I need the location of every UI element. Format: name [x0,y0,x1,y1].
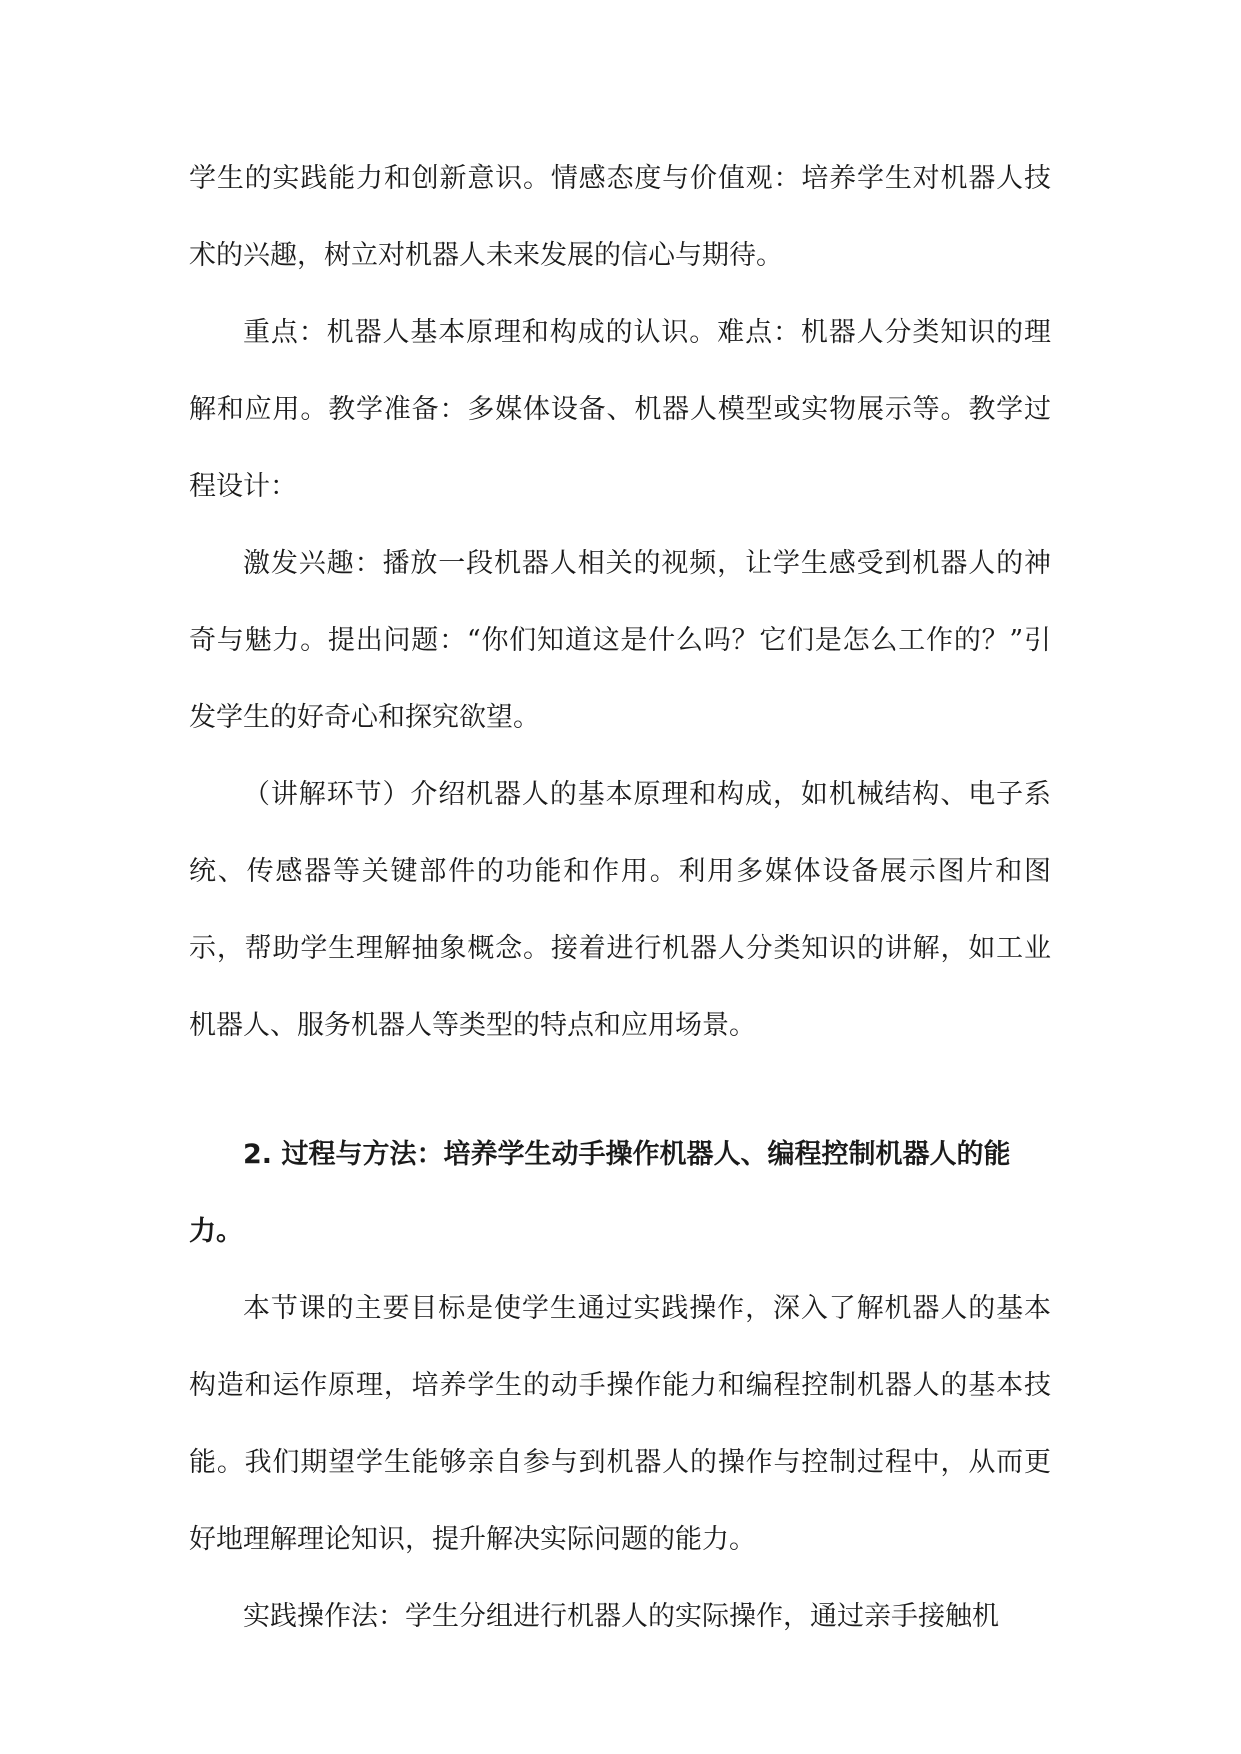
paragraph-practice-method: 实践操作法：学生分组进行机器人的实际操作，通过亲手接触机 [243,1601,999,1632]
paragraph-continuation: 学生的实践能力和创新意识。情感态度与价值观：培养学生对机器人技术的兴趣，树立对机器人未来发展的信心与期待。 [189,163,1051,271]
paragraph-key-points: 重点：机器人基本原理和构成的认识。难点：机器人分类知识的理解和应用。教学准备：多媒体设备、机器人模型或实物展示等。教学过程设计： [189,317,1051,502]
paragraph-inspire-interest: 激发兴趣：播放一段机器人相关的视频，让学生感受到机器人的神奇与魅力。提出问题：“你们知道这是什么吗？它们是怎么工作的？”引发学生的好奇心和探究欲望。 [189,548,1051,733]
paragraph-objectives: 本节课的主要目标是使学生通过实践操作，深入了解机器人的基本构造和运作原理，培养学生的动手操作能力和编程控制机器人的基本技能。我们期望学生能够亲自参与到机器人的操作与控制过程中，从而更好地理解理论知识，提升解决实际问题的能力。 [189,1293,1051,1555]
document-body [189,140,1051,1655]
section-heading: 2. 过程与方法：培养学生动手操作机器人、编程控制机器人的能力。 [189,1139,1011,1247]
paragraph-explanation: （讲解环节）介绍机器人的基本原理和构成，如机械结构、电子系统、传感器等关键部件的功能和作用。利用多媒体设备展示图片和图示，帮助学生理解抽象概念。接着进行机器人分类知识的讲解，如工业机器人、服务机器人等类型的特点和应用场景。 [189,779,1051,1041]
